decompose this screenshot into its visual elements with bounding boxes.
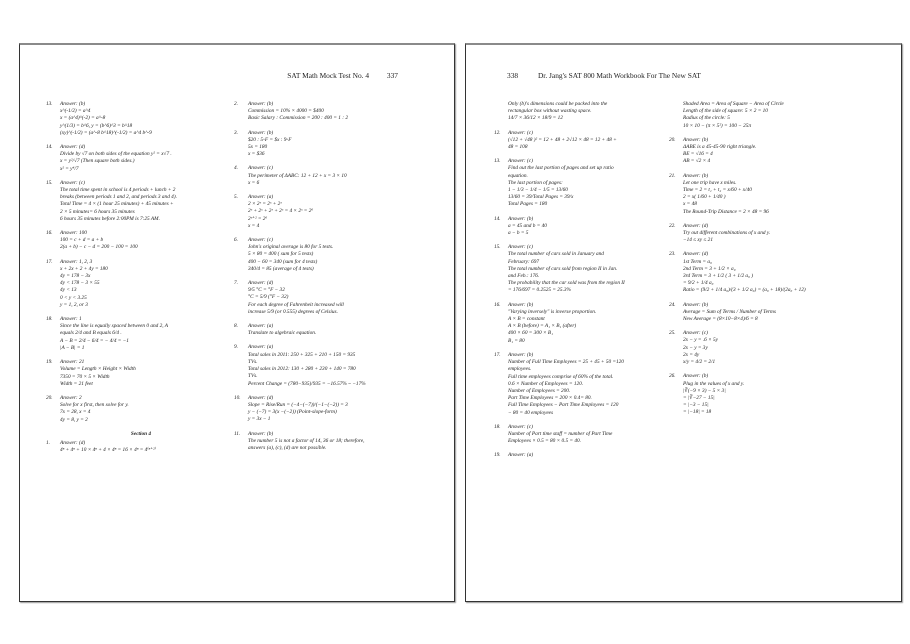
solution-line: Length of the side of square: 5 × 2 = 10 (683, 108, 768, 115)
solution-line: Slope = Rise/Run = (−4−(−7))/(−1−(−2)) = 3 (248, 401, 348, 408)
answer-label: Answer: (d) (248, 394, 274, 401)
answer-label: Answer: 100 (60, 230, 87, 237)
solution-line: 3rd Term = 3 + 1/2 ( 3 + 1/2 a₀ ) (683, 273, 753, 280)
solution-line: = 176/697 = 0.2525 = 25.3% (508, 287, 571, 294)
solution-line: The total time spent in school is 4 periods + lunch + 2 (60, 187, 176, 194)
solution-line: Ratio = (9/2 + 1/4 a₀)/(3 + 1/2 a₀) = (a₀ + 18)/(2a₀ + 12) (683, 287, 806, 294)
answer-item (234, 237, 439, 273)
solution-line: ΔABE is a 45-45-90 right triangle. (683, 144, 757, 151)
solution-line: BE = √16 = 4 (683, 151, 713, 158)
solution-line: Solve for x first, then solve for y. (60, 402, 129, 409)
solution-line: Number of Employees = 200. (508, 387, 571, 394)
answer-label: Answer: (a) (508, 452, 534, 459)
solution-line: 4y = 178 − 3x (60, 273, 91, 280)
solution-line: 0 < y < 3.25 (60, 294, 87, 301)
answer-label: Answer: (b) (248, 129, 274, 136)
item-number: 13. (46, 101, 53, 107)
solution-line: Find out the last portion of pages and set up ratio (508, 165, 614, 172)
solution-line: A − B = 2/4 − 6/4 = − 4/4 = −1 (60, 337, 129, 344)
solution-line: x = y²/√7 (Then square both sides.) (60, 158, 135, 165)
solution-line: x^(-1/2) = a^4 (60, 108, 91, 115)
solution-line: = |−18| = 18 (683, 409, 712, 416)
answer-label: Answer: (a) (248, 194, 274, 201)
left-column-2 (234, 101, 439, 459)
solution-line: y = 3x − 1 (248, 416, 271, 423)
item-number: 6. (234, 237, 238, 244)
solution-line: Percent Change = (780−935)/935 = −16.57% ~ −17% (248, 380, 366, 387)
solution-line: Employees × 0.5 = 80 × 0.5 = 40. (508, 438, 581, 445)
answer-item (494, 424, 684, 446)
solution-line: |A − B| = 1 (60, 344, 85, 351)
solution-line: x = 6 (248, 179, 260, 186)
item-number: 8. (234, 323, 238, 330)
item-number: 16. (46, 230, 53, 237)
solution-line: Divide by √7 on both sides of the equation y² = x√7 . (60, 151, 172, 158)
continued-solution (494, 101, 684, 123)
solution-line: Since the line is equally spaced between 0 and 2, A (60, 323, 169, 330)
item-number: 15. (46, 179, 53, 186)
solution-line: John's original average is 80 for 5 tests. (248, 244, 334, 251)
solution-line: breaks (between periods 1 and 2, and periods 3 and 4). (60, 194, 177, 201)
solution-line: 2ˣ⁺² = 2⁶ (248, 215, 268, 222)
solution-line: Translate to algebraic equation. (248, 330, 317, 337)
solution-line: Total sales in 2011: 250 + 325 + 210 + 150 = 935 (248, 351, 356, 358)
solution-line: 2(a + b) − c − d = 200 − 100 = 100 (60, 244, 138, 251)
solution-line: 7x = 28, x = 4 (60, 409, 91, 416)
solution-line: B₁ = 80 (508, 337, 525, 344)
answer-label: Answer: (b) (683, 172, 709, 179)
answer-item (669, 373, 874, 416)
solution-line: (√12 + √48 )² = 12 + 48 + 2√12 × 48 = 12 + 48 + (508, 136, 617, 143)
answer-item (234, 130, 439, 159)
solution-line: 0.6 × Number of Employees = 120. (508, 380, 584, 387)
solution-line: 2x − y = .6 × 5y (683, 337, 718, 344)
answer-item (234, 280, 439, 316)
answer-item (46, 259, 236, 309)
item-number: 21. (669, 172, 676, 179)
solution-line: x = (a^4)^(-2) = a^-8 (60, 115, 106, 122)
solution-line: 7350 = 70 × 5 × Width (60, 373, 110, 380)
solution-line: Full time employees comprise of 60% of the total. (508, 373, 614, 380)
solution-line: The number 5 is not a factor of 14, 36 or 18; therefore, (248, 437, 365, 444)
item-number: 17. (494, 351, 501, 358)
solution-line: 14/7 × 36/12 × 18/9 = 12 (508, 115, 563, 122)
answer-item (46, 230, 236, 252)
answer-item (46, 180, 236, 223)
solution-line: $20 : 5◦F = $x : 9◦F (248, 136, 292, 143)
solution-line: x = 4 (248, 222, 260, 229)
solution-line: Average = Sum of Terms / Number of Terms (683, 308, 776, 315)
answer-label: Answer: (d) (60, 144, 86, 151)
answer-item (669, 302, 874, 324)
item-number: 17. (46, 258, 53, 265)
answer-item (234, 194, 439, 230)
answer-item (46, 144, 236, 173)
item-number: 26. (669, 373, 676, 380)
solution-line: Total Time = 4 × (1 hour 25 minutes) + 45 minutes + (60, 201, 174, 208)
solution-line: 2nd Term = 3 + 1/2 × a₀ (683, 265, 736, 272)
answer-item (494, 352, 684, 417)
item-number: 7. (234, 280, 238, 287)
right-column-1 (494, 101, 684, 467)
answer-label: Answer: 1 (60, 316, 82, 323)
solution-line: Volume = Length × Height × Width (60, 366, 136, 373)
answer-item (494, 302, 684, 345)
solution-line: and Feb.: 176. (508, 273, 540, 280)
solution-line: increase 5/9 (or 0.555) degrees of Celsius. (248, 308, 338, 315)
item-number: 14. (46, 144, 53, 151)
answer-item (46, 101, 236, 137)
solution-line: TVs. (248, 358, 258, 365)
answer-label: Answer: (c) (508, 244, 533, 251)
solution-line: = |∛−27 − 15| (683, 394, 715, 401)
answer-item (669, 251, 874, 294)
item-number: 9. (234, 344, 238, 351)
solution-line: 4y = 8, y = 2 (60, 416, 88, 423)
solution-line: The probability that the car sold was from the region II (508, 280, 625, 287)
solution-line: equation. (508, 172, 528, 179)
header-title: SAT Math Mock Test No. 4 (287, 71, 370, 80)
item-number: 3. (234, 129, 238, 136)
solution-line: Total Pages = 180 (508, 201, 548, 208)
answer-label: Answer: (c) (248, 237, 273, 244)
answer-label: Answer: 21 (60, 359, 85, 366)
solution-line: 1st Term = a₀ (683, 258, 712, 265)
right-column-2 (669, 101, 874, 424)
solution-line: 9/5 °C = °F − 32 (248, 287, 285, 294)
header-title: Dr. Jang's SAT 800 Math Workbook For The New SAT (537, 71, 701, 80)
solution-line: equals 2/4 and B equals 6/4 . (60, 330, 122, 337)
answer-item (669, 330, 874, 366)
solution-line: Basic Salary : Commission = 200 : 400 = 1 : 2 (248, 115, 348, 122)
solution-line: "Varying inversely" is inverse proportion. (508, 308, 597, 315)
solution-line: −14 ≤ xy ≤ 21 (683, 237, 713, 244)
solution-line: The Round-Trip Distance = 2 × 48 = 96 (683, 208, 769, 215)
answer-label: Answer: (b) (683, 136, 709, 143)
solution-line: 1 − 1/3 − 1/4 − 1/5 = 13/60 (508, 187, 568, 194)
answer-label: Answer: (a) (248, 323, 274, 330)
answer-label: Answer: (b) (60, 101, 86, 107)
item-number: 4. (234, 165, 238, 172)
answer-label: Answer: (b) (508, 215, 534, 222)
solution-line: Number of Part time staff = number of Part Time (508, 430, 613, 437)
solution-line: Part Time Employees = 200 × 0.4= 80. (508, 395, 592, 402)
solution-line: (xy)^(-1/2) = (a^-8 b^18)^(-1/2) = a^4 b^-9 (60, 129, 152, 136)
answer-item (234, 344, 439, 387)
item-number: 25. (669, 330, 676, 337)
answer-item (234, 431, 439, 453)
item-number: 22. (669, 222, 676, 229)
solution-line: 2x = 4y (683, 351, 700, 358)
page-header (507, 71, 701, 80)
solution-line: The last portion of pages: (508, 179, 563, 186)
solution-line: 2 × 5 minutes= 6 hours 35 minutes (60, 208, 135, 215)
item-number: 13. (494, 158, 501, 165)
answer-label: Answer: (a) (248, 344, 274, 351)
answer-item (494, 158, 684, 208)
solution-line: 400 × 60 = 300 × B₁ (508, 330, 553, 337)
solution-line: A × B (before) = A₁ × B₁ (after) (508, 323, 577, 330)
item-number: 20. (46, 394, 53, 401)
solution-line: = 9/2 + 1/4 a₀ (683, 280, 714, 287)
answer-label: Answer: (d) (248, 280, 274, 287)
item-number: 19. (46, 359, 53, 366)
left-column-1 (46, 101, 236, 461)
item-number: 12. (494, 129, 501, 136)
answer-label: Answer: (b) (683, 301, 709, 308)
solution-line: 48 = 108 (508, 144, 528, 151)
item-number: 1. (46, 439, 50, 446)
answer-label: Answer: (c) (248, 165, 273, 172)
item-number: 18. (494, 423, 501, 430)
page-number: 337 (386, 71, 398, 80)
solution-line: 400 − 60 = 340 (sum for 4 tests) (248, 258, 318, 265)
answer-label: Answer: (d) (60, 439, 86, 446)
solution-line: y^(1/3) = b^6, y = (b^6)^3 = b^18 (60, 122, 133, 129)
solution-line: Number of Full Time Employees = 25 + 45 + 50 =120 (508, 359, 624, 366)
solution-line: 4y < 178 − 3 × 55 (60, 280, 100, 287)
answer-item (494, 216, 684, 238)
solution-line: February: 697 (508, 258, 540, 265)
page-338 (465, 43, 902, 602)
solution-line: y = 1, 2, or 3 (60, 301, 88, 308)
solution-line: Plug in the values of x and y. (683, 380, 745, 387)
solution-line: a = 45 and b = 40 (508, 222, 547, 229)
answer-label: Answer: (b) (248, 101, 274, 107)
continued-solution (669, 101, 874, 130)
solution-line: 2x − y = 3y (683, 344, 708, 351)
solution-line: x/y = 4/2 = 2/1 (683, 359, 716, 366)
answer-label: Answer: (b) (683, 373, 709, 380)
solution-line: New Average = (8×10−8×4)/6 = 8 (683, 316, 758, 323)
item-number: 2. (234, 101, 238, 107)
item-number: 11. (234, 430, 241, 437)
answer-item (46, 395, 236, 424)
solution-line: Try out different combinations of x and y. (683, 230, 771, 237)
answer-label: Answer: (c) (60, 179, 85, 186)
answer-label: Answer: (c) (508, 423, 533, 430)
answer-label: Answer: (c) (683, 330, 708, 337)
page-number: 338 (507, 71, 519, 80)
solution-line: rectangular box without wasting space. (508, 108, 592, 115)
solution-line: Full Time Employees − Part Time Employees = 120 (508, 402, 619, 409)
answer-item (46, 359, 236, 388)
solution-line: x² = y⁴/7 (60, 165, 79, 172)
item-number: 16. (494, 301, 501, 308)
solution-line: − 80 = 40 employees (508, 409, 554, 416)
solution-line: 6 hours 35 minutes before 2:00PM is 7:25 AM. (60, 215, 160, 222)
solution-line: Only (b)'s dimensions could be packed into the (508, 101, 608, 107)
item-number: 24. (669, 301, 676, 308)
solution-line: x = $36 (248, 151, 265, 158)
answer-item (234, 165, 439, 187)
solution-line: °C = 5/9 (°F − 32) (248, 294, 289, 301)
answer-item (669, 173, 874, 216)
answer-item (669, 223, 874, 245)
item-number: 14. (494, 215, 501, 222)
solution-line: 100 = c + d = a + b (60, 237, 104, 244)
page-337 (19, 43, 455, 602)
solution-line: The total number of cars sold in January and (508, 251, 604, 258)
solution-line: Let one trip have x miles. (683, 179, 737, 186)
answer-label: Answer: (b) (508, 351, 534, 358)
solution-line: A × B = constant (508, 316, 545, 323)
solution-line: = |−3 − 15| (683, 402, 709, 409)
solution-line: 2 × 2ˣ = 2ˣ + 2ˣ (248, 201, 282, 208)
answer-item (494, 452, 684, 459)
answer-item (46, 316, 236, 352)
solution-line: employees. (508, 366, 532, 373)
answer-item (494, 130, 684, 152)
item-number: 23. (669, 251, 676, 258)
answer-label: Answer: 1, 2, 3 (60, 258, 93, 265)
solution-line: For each degree of Fahrenheit increased will (248, 301, 344, 308)
answer-label: Answer: (d) (683, 251, 709, 258)
solution-line: The perimeter of ΔABC: 12 + 12 + x = 3 × 10 (248, 172, 347, 179)
solution-line: The total number of cars sold from region II in Jan. (508, 265, 618, 272)
solution-line: 10 × 10 − (π × 5²) = 100 − 25π (683, 122, 752, 129)
answer-label: Answer: 2 (60, 394, 82, 401)
item-number: 10. (234, 394, 241, 401)
solution-line: answers (a), (c), (d) are not possible. (248, 444, 327, 451)
item-number: 18. (46, 316, 53, 323)
solution-line: Width = 21 feet (60, 380, 93, 387)
answer-item (234, 101, 439, 123)
solution-line: y − (−7) = 3(x −(−2)) (Point-slope-form) (248, 409, 337, 416)
solution-line: Commission = 10% × 4000 = $400 (248, 108, 324, 115)
solution-line: x + 2x + 2 + 4y = 180 (60, 265, 108, 272)
answer-item (46, 440, 236, 454)
item-number: 5. (234, 194, 238, 201)
item-number: 20. (669, 136, 676, 143)
solution-line: Time = 2 = t₁ + t₂ = x/60 + x/40 (683, 187, 752, 194)
solution-line: 2 = x( 1/60 + 1/40 ) (683, 194, 726, 201)
solution-line: |∛(−9 × 3) − 5 × 3| (683, 387, 726, 394)
answer-item (234, 395, 439, 424)
solution-line: Total sales in 2012: 130 + 280 + 230 + 140 = 780 (248, 366, 356, 373)
answer-label: Answer: (b) (248, 430, 274, 437)
answer-item (669, 137, 874, 166)
solution-line: AB = √2 × 4 (683, 158, 711, 165)
solution-line: 5 × 80 = 400 ( sum for 5 tests) (248, 251, 314, 258)
solution-line: x = 48 (683, 201, 697, 208)
answer-item (494, 244, 684, 294)
solution-line: 340/4 = 85 (average of 4 tests) (248, 265, 314, 272)
section-title: Section 4 (130, 430, 152, 437)
solution-line: 5x = 180 (248, 144, 268, 151)
solution-line: Radius of the circle: 5 (683, 115, 730, 122)
answer-label: Answer: (d) (683, 222, 709, 229)
page-header (287, 71, 398, 80)
answer-label: Answer: (c) (508, 129, 533, 136)
answer-label: Answer: (b) (508, 301, 534, 308)
solution-line: 4ⁿ + 4ⁿ + 10 × 4ⁿ + 4 × 4ⁿ = 16 × 4ⁿ = 4⁽ⁿ⁺²⁾ (60, 447, 156, 454)
solution-line: Shaded Area = Area of Square − Area of Circle (683, 101, 784, 107)
item-number: 19. (494, 452, 501, 459)
solution-line: TVs. (248, 373, 258, 380)
item-number: 15. (494, 244, 501, 251)
solution-line: 13/60 = 39/Total Pages = 39/x (508, 194, 574, 201)
solution-line: a − b = 5 (508, 230, 529, 237)
answer-item (234, 323, 439, 337)
solution-line: 2ˣ + 2ˣ + 2ˣ + 2ˣ = 4 × 2ˣ = 2⁶ (248, 208, 314, 215)
answer-label: Answer: (c) (508, 158, 533, 165)
solution-line: 4y < 13 (60, 287, 77, 294)
